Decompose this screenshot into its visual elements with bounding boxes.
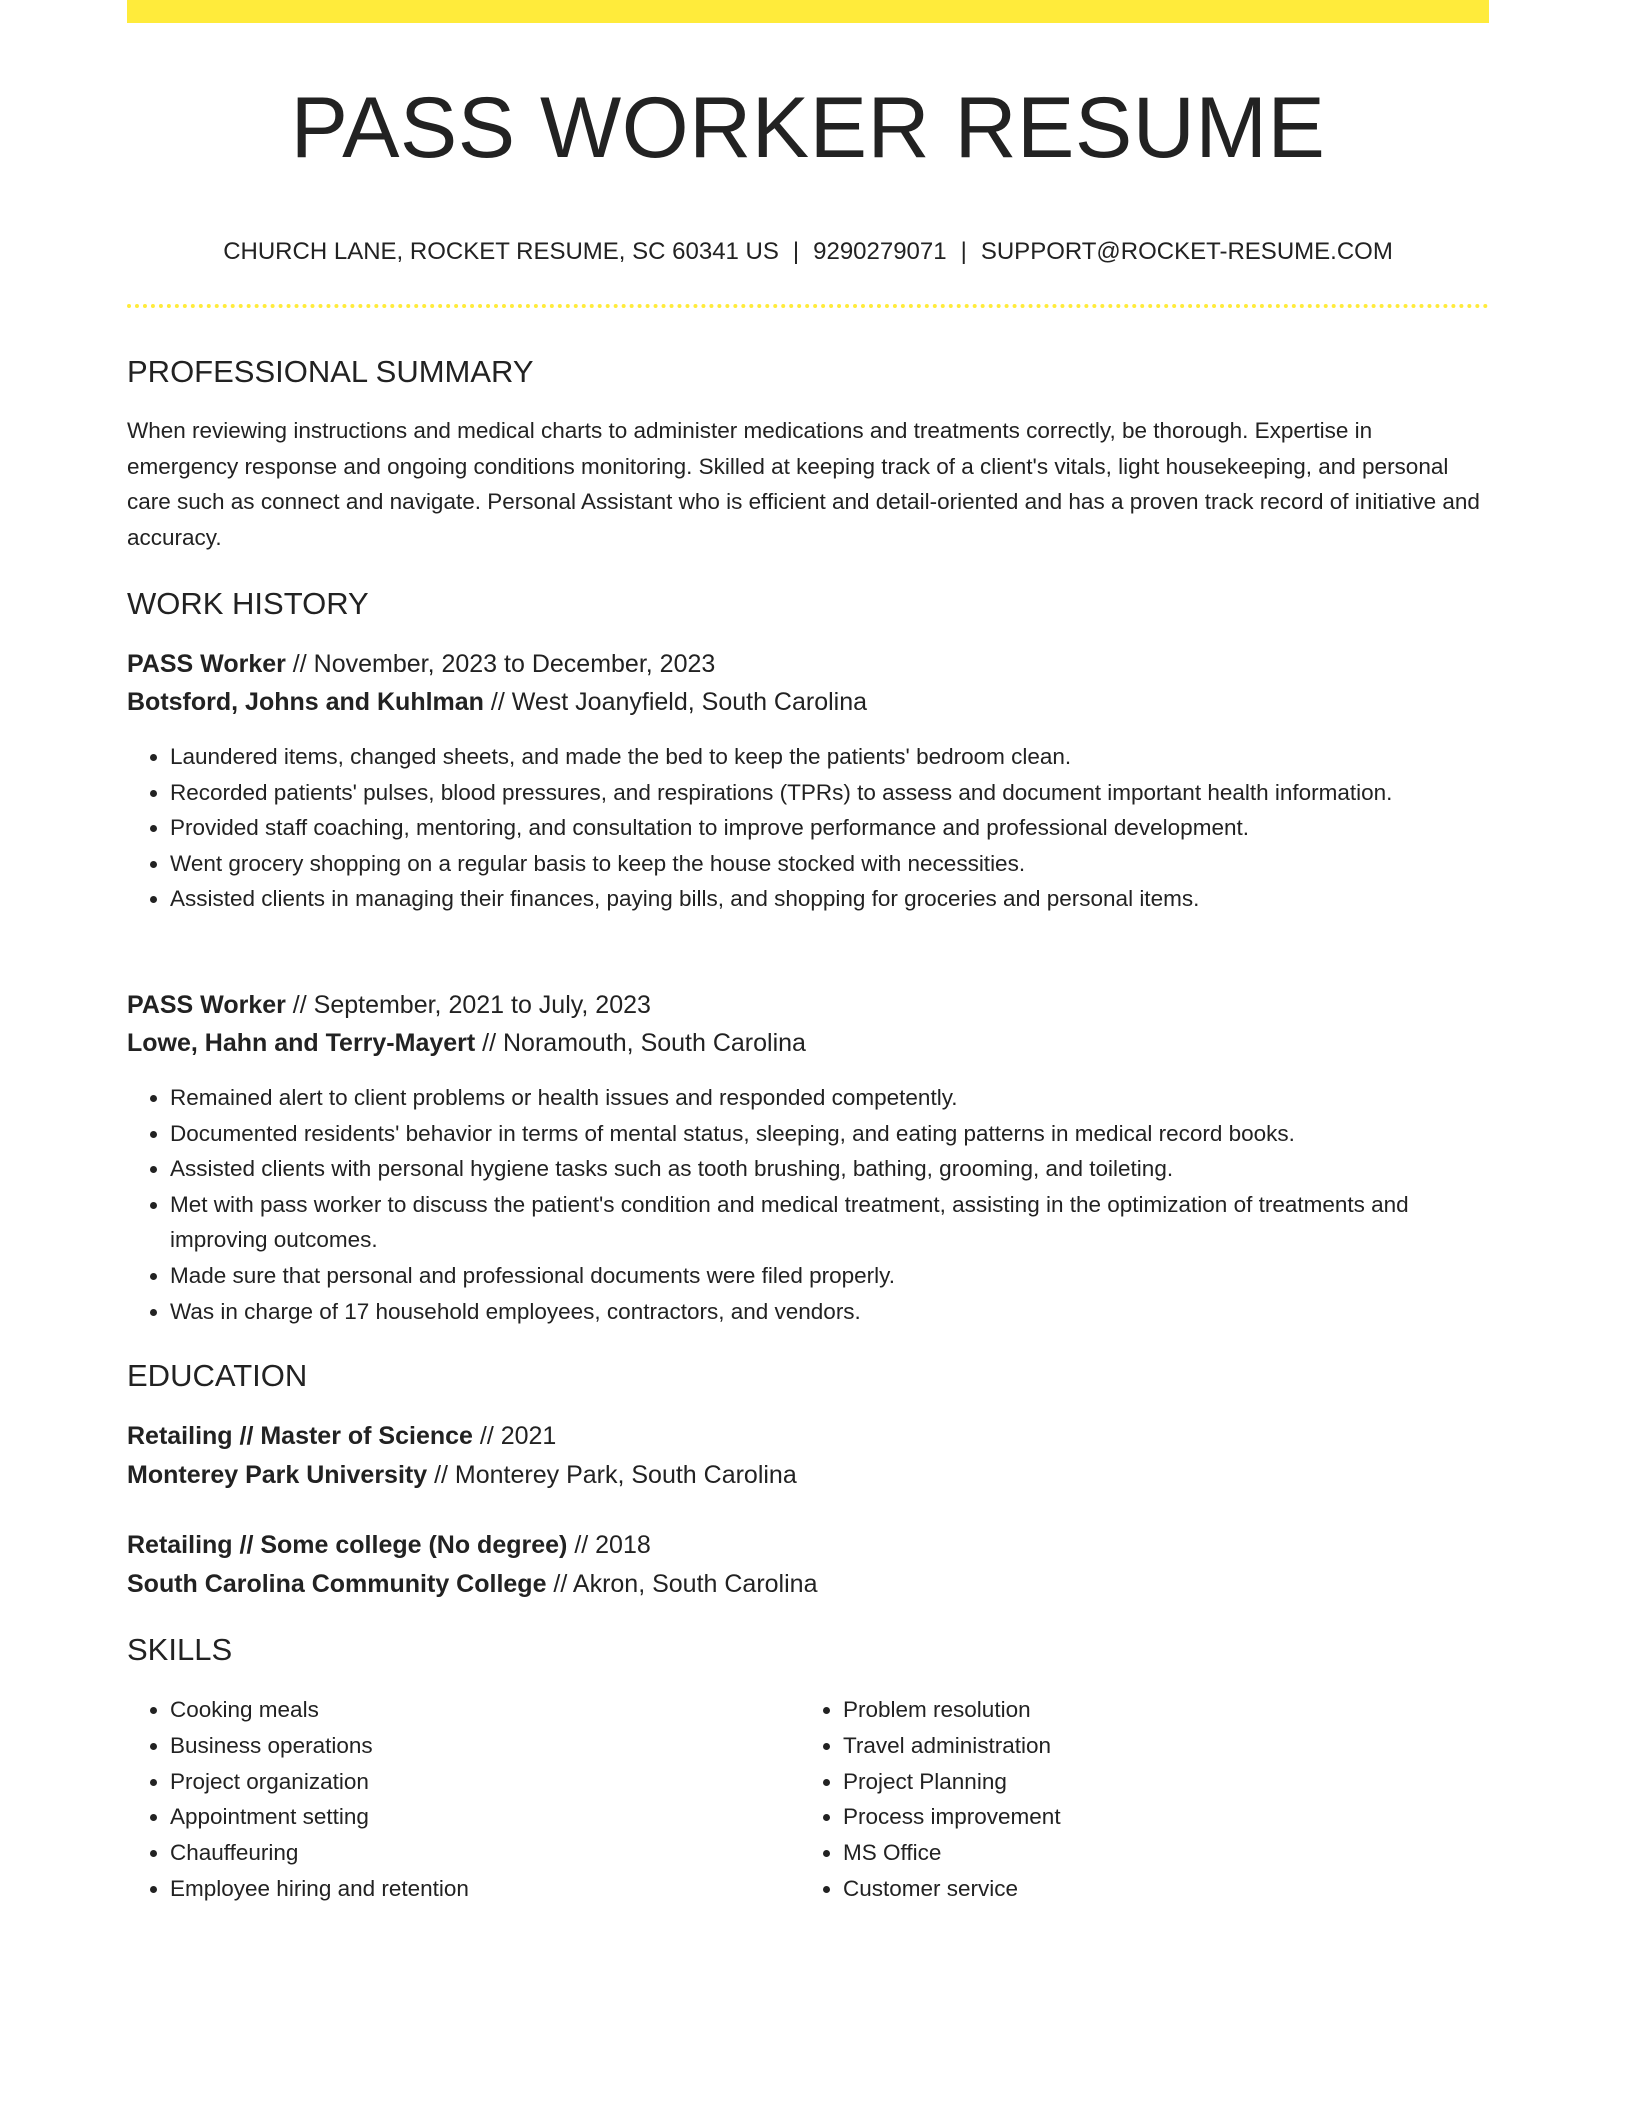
education-school: Monterey Park University: [127, 1461, 428, 1489]
education-school-line: [127, 1457, 797, 1493]
job-dates: // September, 2021 to July, 2023: [285, 991, 651, 1019]
contact-phone: 9290279071: [813, 238, 947, 265]
skill-item: • Travel administration: [843, 1728, 1473, 1764]
education-degree-line: [127, 1418, 556, 1454]
job-title-line: [127, 646, 715, 682]
job-bullets: [127, 739, 1489, 917]
skill-item: • MS Office: [843, 1835, 1473, 1871]
list-item: • Laundered items, changed sheets, and made the bed to keep the patients' bedroom clean.: [170, 739, 1489, 775]
list-item: • Provided staff coaching, mentoring, and consultation to improve performance and professional development.: [170, 810, 1489, 846]
list-item: • Remained alert to client problems or health issues and responded competently.: [170, 1080, 1489, 1116]
job-location: // West Joanyfield, South Carolina: [483, 688, 868, 716]
skills-list-left: [127, 1692, 800, 1907]
skill-item: • Customer service: [843, 1871, 1473, 1907]
list-item: • Met with pass worker to discuss the patient's condition and medical treatment, assisting in the optimization of treatments and improving outcomes.: [170, 1187, 1489, 1258]
resume-title: PASS WORKER RESUME: [290, 80, 1326, 176]
education-year: // 2021: [472, 1422, 557, 1450]
education-degree-line: [127, 1527, 651, 1563]
job-role: PASS Worker: [127, 991, 286, 1019]
skill-item: • Appointment setting: [170, 1799, 800, 1835]
skill-item: • Cooking meals: [170, 1692, 800, 1728]
job-company: Botsford, Johns and Kuhlman: [127, 688, 484, 716]
list-item: • Assisted clients with personal hygiene tasks such as tooth brushing, bathing, grooming, and toileting.: [170, 1151, 1489, 1187]
education-year: // 2018: [567, 1531, 651, 1559]
skill-item: • Business operations: [170, 1728, 800, 1764]
contact-address: CHURCH LANE, ROCKET RESUME, SC 60341 US: [223, 238, 779, 265]
job-company-line: [127, 684, 867, 720]
dotted-divider: [127, 304, 1489, 308]
contact-line: [127, 236, 1489, 268]
job-company: Lowe, Hahn and Terry-Mayert: [127, 1029, 476, 1057]
education-location: // Akron, South Carolina: [546, 1570, 818, 1598]
skills-list-right: [800, 1692, 1473, 1907]
list-item: • Documented residents' behavior in terms of mental status, sleeping, and eating patterns in medical record books.: [170, 1116, 1489, 1152]
skill-item: • Process improvement: [843, 1799, 1473, 1835]
job-dates: // November, 2023 to December, 2023: [285, 650, 716, 678]
job-location: // Noramouth, South Carolina: [475, 1029, 806, 1057]
job-bullets: [127, 1080, 1489, 1329]
education-heading: EDUCATION: [127, 1358, 308, 1393]
list-item: • Went grocery shopping on a regular basis to keep the house stocked with necessities.: [170, 846, 1489, 882]
education-school-line: [127, 1566, 817, 1602]
education-location: // Monterey Park, South Carolina: [427, 1461, 797, 1489]
skills-heading: SKILLS: [127, 1632, 233, 1667]
list-item: • Recorded patients' pulses, blood pressures, and respirations (TPRs) to assess and document important health information.: [170, 775, 1489, 811]
job-title-line: [127, 987, 651, 1023]
skill-item: • Project organization: [170, 1764, 800, 1800]
education-degree: Retailing // Some college (No degree): [127, 1531, 568, 1559]
contact-email: SUPPORT@ROCKET-RESUME.COM: [980, 238, 1393, 265]
accent-top-bar: [127, 0, 1489, 23]
list-item: • Assisted clients in managing their finances, paying bills, and shopping for groceries and personal items.: [170, 881, 1489, 917]
skill-item: • Employee hiring and retention: [170, 1871, 800, 1907]
contact-separator: |: [792, 238, 800, 265]
skill-item: • Project Planning: [843, 1764, 1473, 1800]
skill-item: • Chauffeuring: [170, 1835, 800, 1871]
education-degree: Retailing // Master of Science: [127, 1422, 473, 1450]
job-company-line: [127, 1025, 806, 1061]
education-school: South Carolina Community College: [127, 1570, 547, 1598]
contact-separator: |: [960, 238, 967, 265]
summary-heading: PROFESSIONAL SUMMARY: [127, 354, 534, 389]
summary-text: When reviewing instructions and medical charts to administer medications and treatments correctly, be thorough. Expertise in emergency response and ongoing conditions monitoring. Skilled at keeping track of a client's vitals, light housekeeping, and personal care such as connect and navigate. Personal Assistant who is efficient and detail-oriented and has a proven track record of initiative and accuracy.: [127, 418, 1480, 550]
job-role: PASS Worker: [127, 650, 286, 678]
list-item: • Was in charge of 17 household employees, contractors, and vendors.: [170, 1294, 1489, 1330]
skill-item: • Problem resolution: [843, 1692, 1473, 1728]
work-history-heading: WORK HISTORY: [127, 586, 369, 621]
list-item: • Made sure that personal and professional documents were filed properly.: [170, 1258, 1489, 1294]
